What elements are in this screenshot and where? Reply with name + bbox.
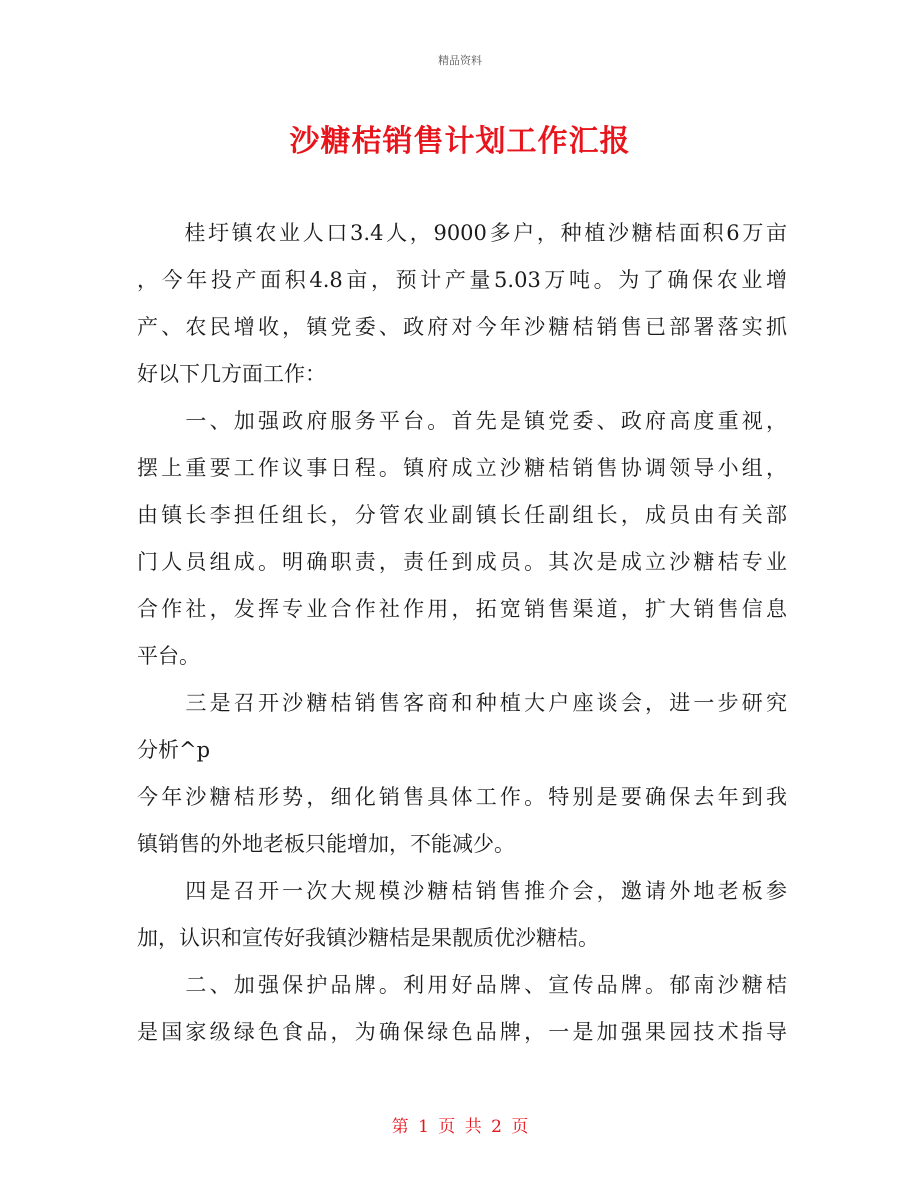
body-line: 桂圩镇农业人口3.4人，9000多户，种植沙糖桔面积6万亩	[137, 221, 787, 245]
body-line: 平台。	[137, 644, 200, 668]
document-body	[137, 210, 787, 1056]
body-line: 四是召开一次大规模沙糖桔销售推介会，邀请外地老板参	[137, 879, 787, 903]
body-line: 分析^p	[137, 738, 211, 762]
body-line: 产、农民增收，镇党委、政府对今年沙糖桔销售已部署落实抓	[137, 315, 787, 339]
header-note: 精品资料	[438, 54, 482, 67]
body-line: 摆上重要工作议事日程。镇府成立沙糖桔销售协调领导小组，	[137, 456, 787, 480]
body-line: 一、加强政府服务平台。首先是镇党委、政府高度重视，	[137, 409, 787, 433]
body-line: 二、加强保护品牌。利用好品牌、宣传品牌。郁南沙糖桔	[137, 973, 787, 997]
body-line: ，今年投产面积4.8亩，预计产量5.03万吨。为了确保农业增	[137, 268, 787, 292]
body-line: 今年沙糖桔形势，细化销售具体工作。特别是要确保去年到我	[137, 785, 787, 809]
body-line: 好以下几方面工作：	[137, 362, 326, 386]
body-line: 是国家级绿色食品，为确保绿色品牌，一是加强果园技术指导	[137, 1020, 787, 1044]
body-line: 由镇长李担任组长，分管农业副镇长任副组长，成员由有关部	[137, 503, 787, 527]
document-title: 沙糖桔销售计划工作汇报	[289, 124, 631, 159]
body-line: 三是召开沙糖桔销售客商和种植大户座谈会，进一步研究	[137, 691, 787, 715]
body-line: 加，认识和宣传好我镇沙糖桔是果靓质优沙糖桔。	[137, 926, 599, 950]
page-number-footer: 第 1 页 共 2 页	[391, 1117, 529, 1137]
body-line: 镇销售的外地老板只能增加，不能减少。	[137, 832, 515, 856]
body-line: 门人员组成。明确职责，责任到成员。其次是成立沙糖桔专业	[137, 550, 787, 574]
body-line: 合作社，发挥专业合作社作用，拓宽销售渠道，扩大销售信息	[137, 597, 787, 621]
